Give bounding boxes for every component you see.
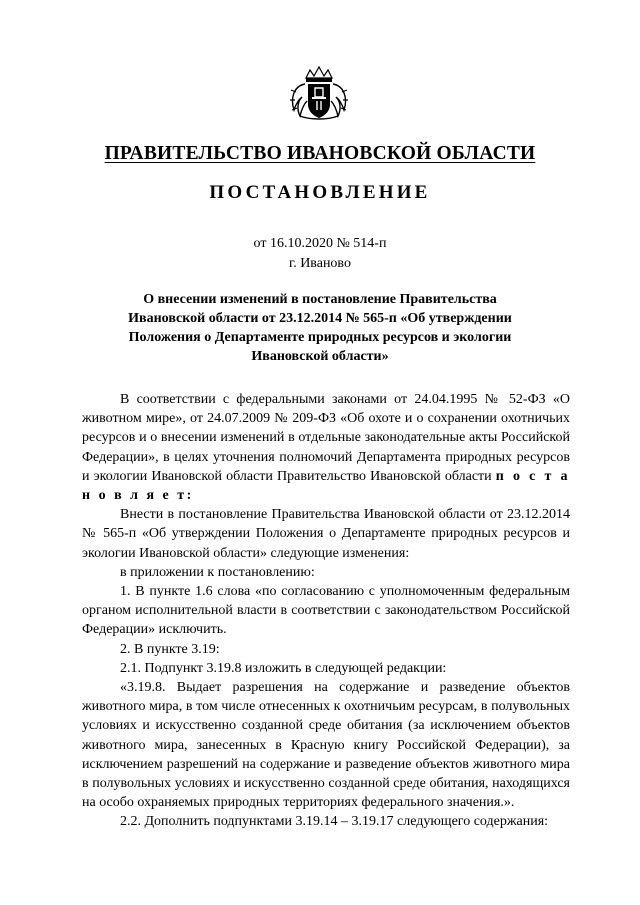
paragraph: 1. В пункте 1.6 слова «по согласованию с уполномоченным федеральным органом исполнительной власти в соответствии с законодательством Российской Федерации» исключить. [82,584,570,638]
heading-line: Ивановской области от 23.12.2014 № 565-п «Об утверждении [128,311,512,326]
heading-line: Ивановской области» [251,349,389,364]
document-body [82,390,570,832]
preamble-text: В соответствии с федеральными законами от 24.04.1995 № 52-ФЗ «О животном мире», от 24.07.2009 № 209-ФЗ «Об охоте и о сохранении охотничьих ресурсов и о внесении изменений в отдельные законодательные акты Российской Федерации», в целях уточнения полномочий Департамента природных ресурсов и экологии Ивановской области Правительство Ивановской области [82,392,570,484]
paragraph: 2.2. Дополнить подпунктами 3.19.14 – 3.19.17 следующего содержания: [120,814,549,830]
paragraph: 2.1. Подпункт 3.19.8 изложить в следующей редакции: [120,660,447,676]
document-type: ПОСТАНОВЛЕНИЕ [209,182,431,203]
decree-word: п о с т а н о в л я е т: [82,468,570,504]
city: г. Иваново [289,256,351,271]
heading-line: О внесении изменений в постановление Правительства [143,292,497,307]
paragraph: Внести в постановление Правительства Ивановской области от 23.12.2014 № 565-п «Об утверждении Положения о Департаменте природных ресурсов и экологии Ивановской области» следующие изменения: [82,507,570,561]
paragraph: 2. В пункте 3.19: [120,641,220,657]
date-and-number: от 16.10.2020 № 514-п [253,236,387,251]
paragraph: «3.19.8. Выдает разрешения на содержание и разведение объектов животного мира, в том числе отнесенных к охотничьим ресурсам, в полувольных условиях и искусственно созданной среде обитания (за исключением объектов животного мира, занесенных в Красную книгу Российской Федерации), за исключением разрешений на содержание и разведение объектов животного мира в полувольных условиях и искусственно созданной среде обитания, находящихся на особо охраняемых природных территориях федерального значения.». [82,680,570,811]
document-heading [100,290,540,366]
government-title: ПРАВИТЕЛЬСТВО ИВАНОВСКОЙ ОБЛАСТИ [104,143,536,164]
preamble-paragraph [82,390,570,505]
ivanovo-coat-of-arms-icon [288,64,350,122]
paragraph: в приложении к постановлению: [120,564,315,580]
heading-line: Положения о Департаменте природных ресурсов и экологии [128,330,512,345]
